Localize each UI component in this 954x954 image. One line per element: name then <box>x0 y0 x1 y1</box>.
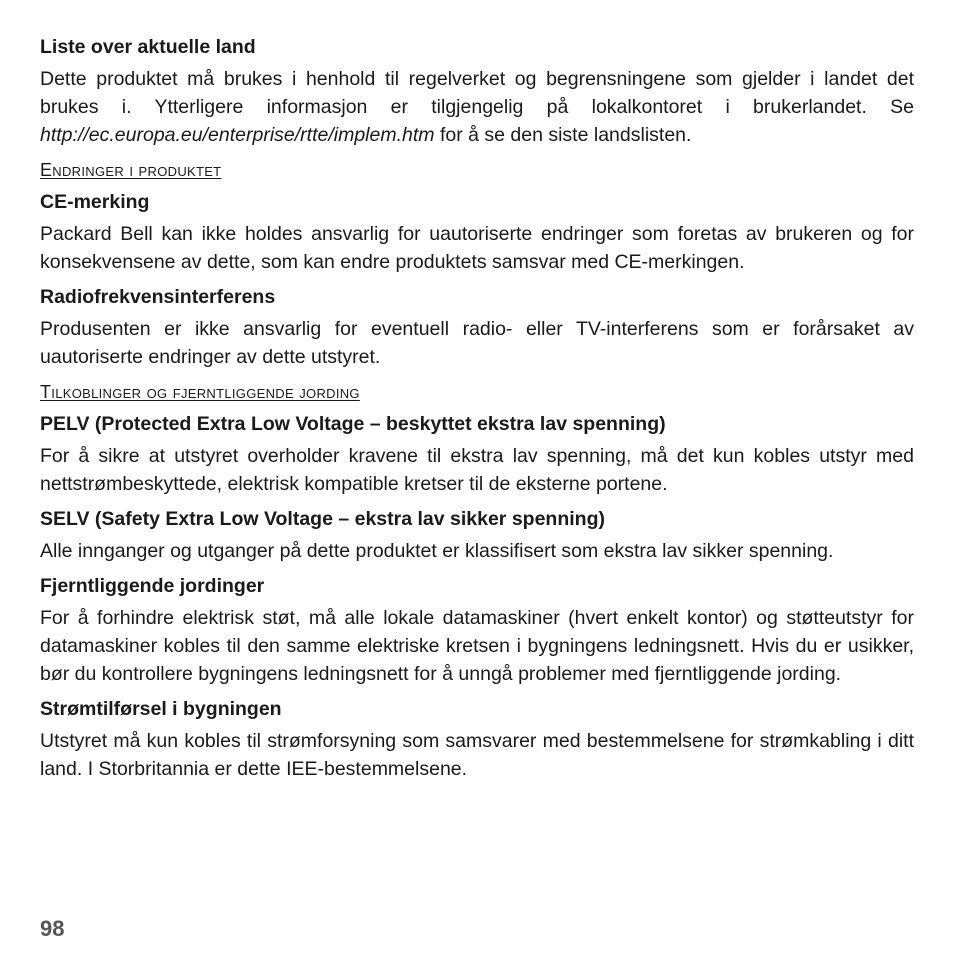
subheading-remote-grounding: Fjerntliggende jordinger <box>40 575 265 597</box>
subheading-selv: SELV (Safety Extra Low Voltage – ekstra lav sikker spenning) <box>40 508 605 530</box>
paragraph-text: Dette produktet må brukes i henhold til regelverket og begrensningene som gjelder i landet det brukes i. Ytterligere informasjon er tilgjengelig på lokalkontoret i brukerlandet. Se <box>40 68 914 118</box>
paragraph-pelv: For å sikre at utstyret overholder kravene til ekstra lav spenning, må det kun kobles utstyr med nettstrømbeskyttede, elektrisk kompatible kretser til de eksterne portene. <box>40 445 914 495</box>
subheading-country-list: Liste over aktuelle land <box>40 36 256 58</box>
paragraph-selv: Alle innganger og utganger på dette produktet er klassifisert som ekstra lav sikker spenning. <box>40 540 834 562</box>
paragraph-text: for å se den siste landslisten. <box>434 124 692 146</box>
section-heading-connections-grounding: Tilkoblinger og fjerntliggende jording <box>40 382 360 402</box>
subheading-radio-interference: Radiofrekvensinterferens <box>40 286 276 308</box>
subheading-ce-marking: CE-merking <box>40 191 150 213</box>
country-list-url[interactable]: http://ec.europa.eu/enterprise/rtte/implem.htm <box>40 124 435 146</box>
page-number: 98 <box>40 916 65 941</box>
page-content <box>40 34 914 783</box>
paragraph-remote-grounding: For å forhindre elektrisk støt, må alle lokale datamaskiner (hvert enkelt kontor) og støtteutstyr for datamaskiner kobles til den samme elektriske kretsen i bygningens ledningsnett. Hvis du er usikker, bør du kontrollere bygningens ledningsnett for å unngå problemer med fjerntliggende jording. <box>40 607 914 685</box>
paragraph-radio-interference: Produsenten er ikke ansvarlig for eventuell radio- eller TV-interferens som er forårsaket av uautoriserte endringer av dette utstyret. <box>40 318 914 368</box>
section-heading-product-changes: Endringer i produktet <box>40 160 222 180</box>
paragraph-country-list <box>40 65 914 149</box>
paragraph-ce-marking: Packard Bell kan ikke holdes ansvarlig for uautoriserte endringer som foretas av brukeren og for konsekvensene av dette, som kan endre produktets samsvar med CE-merkingen. <box>40 223 914 273</box>
paragraph-building-power: Utstyret må kun kobles til strømforsyning som samsvarer med bestemmelsene for strømkabling i ditt land. I Storbritannia er dette IEE-bestemmelsene. <box>40 730 914 780</box>
subheading-pelv: PELV (Protected Extra Low Voltage – beskyttet ekstra lav spenning) <box>40 413 666 435</box>
subheading-building-power: Strømtilførsel i bygningen <box>40 698 282 720</box>
